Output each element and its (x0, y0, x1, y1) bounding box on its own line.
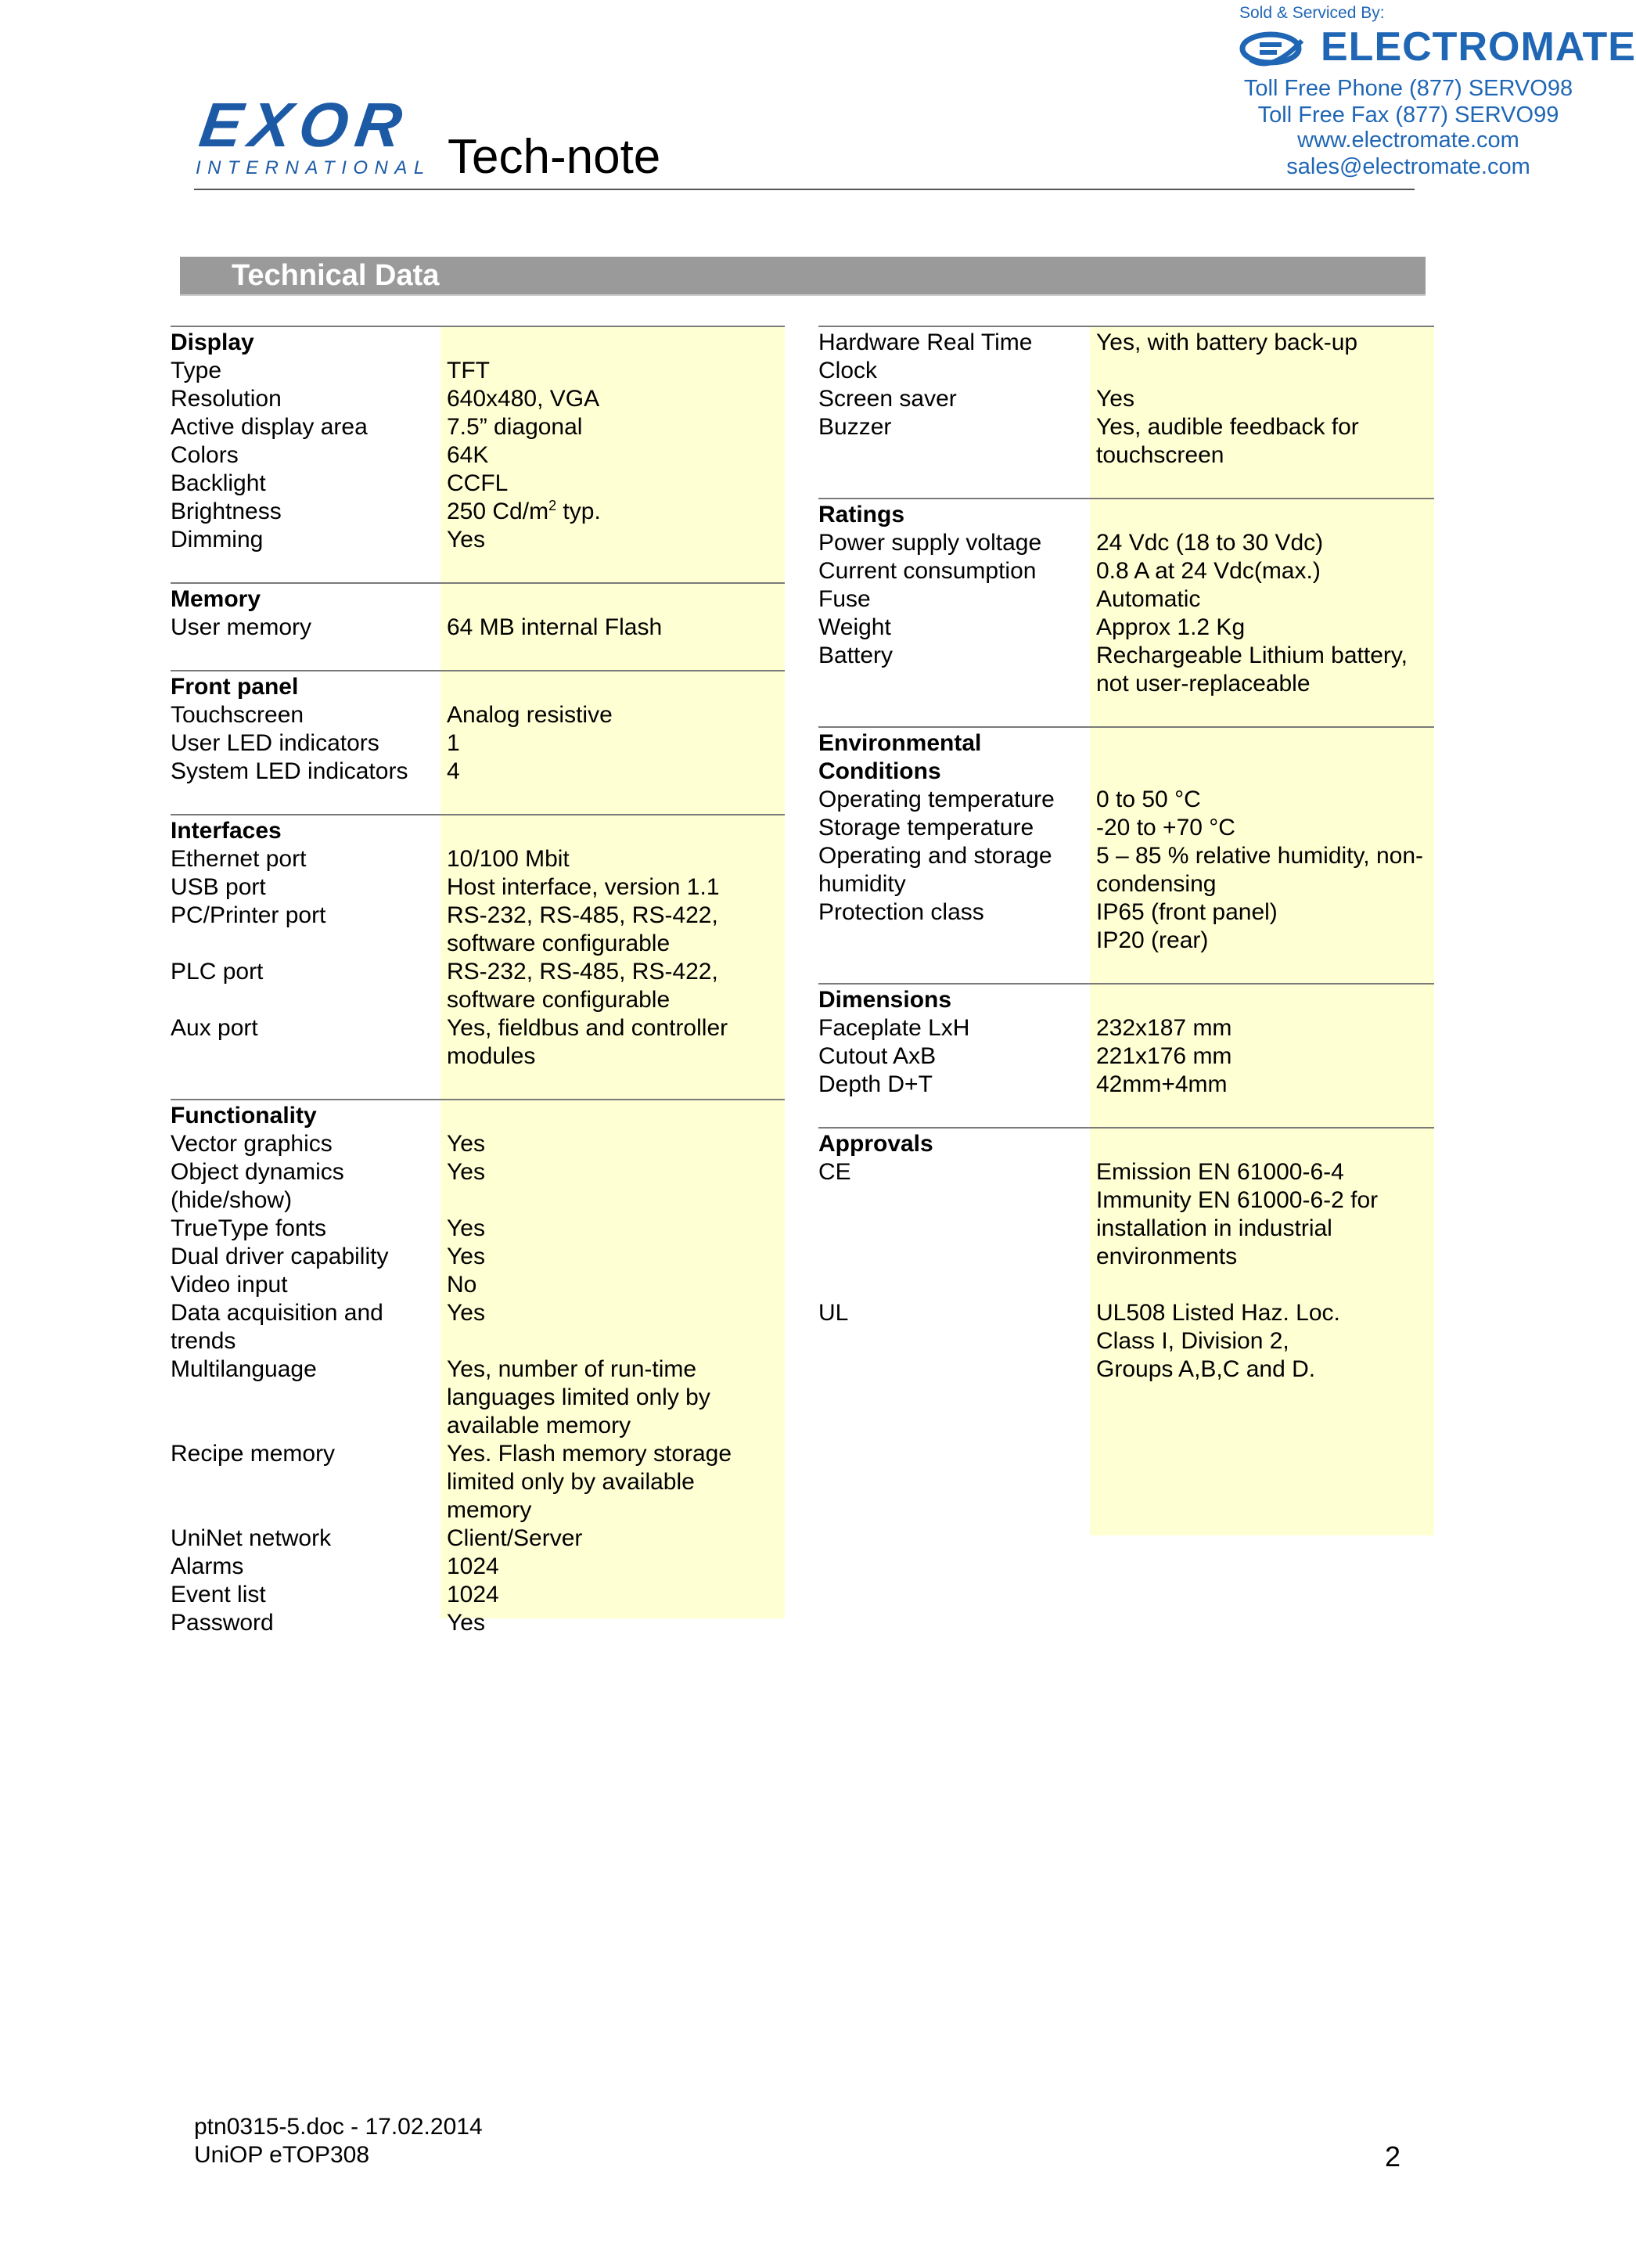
spec-row (171, 1014, 785, 1071)
spec-value: IP65 (front panel) IP20 (rear) (1096, 899, 1278, 953)
spec-label: Operating temperature (818, 787, 1055, 812)
spec-row (171, 1299, 785, 1355)
spec-value: 221x176 mm (1096, 1043, 1232, 1069)
spec-value: Yes, with battery back-up (1096, 329, 1358, 355)
spec-value: 1024 (447, 1553, 499, 1579)
spec-row (171, 1355, 785, 1440)
sold-by-label: Sold & Serviced By: (1239, 4, 1385, 22)
superscript: 2 (548, 498, 557, 513)
spec-label: Type (171, 358, 222, 383)
spec-label: Video input (171, 1272, 288, 1298)
spec-value-text: 250 Cd/m (447, 499, 549, 524)
spec-value: Emission EN 61000-6-4 Immunity EN 61000-6-2 for installation in industrial environments (1096, 1159, 1379, 1269)
spec-row (171, 441, 785, 470)
spec-value: Yes, audible feedback for touchscreen (1096, 414, 1359, 468)
spec-value: Yes (447, 527, 485, 553)
spec-value: 1024 (447, 1582, 499, 1607)
spec-row (818, 1014, 1434, 1042)
header-divider (194, 189, 1415, 190)
spec-value: Approx 1.2 Kg (1096, 614, 1246, 640)
spec-value (440, 498, 785, 526)
spec-value: Analog resistive (447, 702, 613, 728)
spec-table-left (171, 326, 785, 1637)
spec-label: PC/Printer port (171, 902, 326, 928)
spec-group-front-panel (171, 670, 785, 786)
seller-email-link[interactable]: sales@electromate.com (1286, 154, 1530, 179)
spec-row (818, 898, 1434, 955)
spec-label: Active display area (171, 414, 368, 440)
spec-label: Recipe memory (171, 1441, 336, 1467)
spec-row (818, 1158, 1434, 1271)
spec-label: Power supply voltage (818, 530, 1042, 556)
spec-value: CCFL (447, 470, 509, 496)
spec-value: Yes (1096, 386, 1134, 412)
seller-fax: Toll Free Fax (877) SERVO99 (1257, 103, 1559, 128)
spec-label: Protection class (818, 899, 984, 925)
spec-row (818, 385, 1434, 413)
logo-text: EXOR (195, 90, 415, 160)
spec-label: Battery (818, 643, 894, 668)
spec-value: 24 Vdc (18 to 30 Vdc) (1096, 530, 1324, 556)
exor-logo (195, 90, 431, 182)
spec-row (171, 385, 785, 413)
spec-value-suffix: typ. (556, 499, 601, 524)
spec-row (818, 842, 1434, 898)
seller-phone: Toll Free Phone (877) SERVO98 (1243, 76, 1573, 101)
seller-brand: ELECTROMATE (1321, 24, 1636, 70)
spec-label: Vector graphics (171, 1131, 333, 1157)
spec-label: Event list (171, 1582, 266, 1607)
spec-label: TrueType fonts (171, 1215, 326, 1241)
group-title: Memory (171, 586, 261, 612)
spec-group-memory (171, 582, 785, 642)
group-title: Functionality (171, 1103, 317, 1129)
spec-label: Touchscreen (171, 702, 304, 728)
spec-label: PLC port (171, 959, 264, 985)
spec-value: Yes (447, 1215, 485, 1241)
spec-value: RS-232, RS-485, RS-422, software configurable (447, 902, 718, 956)
page-title: Tech-note (448, 130, 661, 184)
spec-value: 10/100 Mbit (447, 846, 570, 872)
spec-row (171, 470, 785, 498)
spec-value: -20 to +70 °C (1096, 815, 1235, 841)
spec-row (171, 413, 785, 441)
group-title: Display (171, 329, 254, 355)
spec-value: Automatic (1096, 586, 1201, 612)
spec-row (171, 845, 785, 873)
spec-row (818, 814, 1434, 842)
spec-group-functionality (171, 1099, 785, 1637)
footer-product: UniOP eTOP308 (194, 2142, 370, 2168)
spec-label: Colors (171, 442, 239, 468)
spec-label: Password (171, 1610, 274, 1636)
spec-value: 42mm+4mm (1096, 1071, 1228, 1097)
spec-label: Alarms (171, 1553, 244, 1579)
spec-value: Yes (447, 1610, 485, 1636)
spec-row (818, 585, 1434, 614)
spec-value: 232x187 mm (1096, 1015, 1232, 1041)
spec-label: Aux port (171, 1015, 258, 1041)
spec-row (171, 1243, 785, 1271)
footer-doc-ref: ptn0315-5.doc - 17.02.2014 (194, 2114, 483, 2140)
footer (194, 2113, 483, 2169)
spec-value: Yes (447, 1159, 485, 1185)
spec-group-dimensions (818, 983, 1434, 1099)
spec-label: Dimming (171, 527, 264, 553)
electromate-logo-icon (1239, 25, 1314, 70)
spec-label: Fuse (818, 586, 871, 612)
spec-label: Screen saver (818, 386, 957, 412)
spec-row (171, 1581, 785, 1609)
spec-label: Cutout AxB (818, 1043, 937, 1069)
spec-value: Yes, number of run-time languages limited only by available memory (447, 1356, 710, 1438)
spec-value: 5 – 85 % relative humidity, non-condensing (1096, 843, 1423, 897)
spec-value: Yes (447, 1300, 485, 1326)
group-title: Front panel (171, 674, 299, 700)
spec-row (171, 498, 785, 526)
spec-row (171, 1130, 785, 1158)
spec-row (171, 1553, 785, 1581)
spec-row (818, 642, 1434, 698)
group-title: Interfaces (171, 818, 282, 844)
spec-row (171, 758, 785, 786)
spec-row (818, 557, 1434, 585)
spec-label: Current consumption (818, 558, 1037, 584)
spec-label: Brightness (171, 499, 282, 524)
spec-value: UL508 Listed Haz. Loc. Class I, Division 2, Groups A,B,C and D. (1096, 1300, 1340, 1382)
spec-row (171, 701, 785, 729)
group-title: Environmental Conditions (818, 730, 982, 784)
spec-value: Yes. Flash memory storage limited only by available memory (447, 1441, 732, 1523)
spec-row (171, 1609, 785, 1637)
spec-row (171, 729, 785, 758)
spec-group-environmental (818, 726, 1434, 955)
spec-value: 64 MB internal Flash (447, 614, 663, 640)
spec-label: Hardware Real Time Clock (818, 329, 1033, 383)
spec-value: Yes (447, 1131, 485, 1157)
spec-value: 1 (447, 730, 460, 756)
spec-group-display (171, 326, 785, 554)
spec-value: Yes, fieldbus and controller modules (447, 1015, 728, 1069)
spec-label: Weight (818, 614, 891, 640)
group-title: Dimensions (818, 987, 952, 1013)
page-number: 2 (1385, 2140, 1401, 2173)
spec-label: User LED indicators (171, 730, 379, 756)
group-title: Ratings (818, 502, 905, 527)
spec-label: Data acquisition and trends (171, 1300, 383, 1354)
spec-label: System LED indicators (171, 758, 408, 784)
spec-label: Multilanguage (171, 1356, 317, 1382)
spec-row (818, 529, 1434, 557)
spec-value: 0.8 A at 24 Vdc(max.) (1096, 558, 1321, 584)
spec-row (818, 786, 1434, 814)
spec-label: Faceplate LxH (818, 1015, 970, 1041)
spec-value: Yes (447, 1244, 485, 1269)
spec-value: Host interface, version 1.1 (447, 874, 720, 900)
spec-row (171, 1440, 785, 1525)
spec-row (818, 1299, 1434, 1384)
spec-label: Storage temperature (818, 815, 1034, 841)
spec-label: USB port (171, 874, 266, 900)
spec-row (171, 1215, 785, 1243)
spec-value: 4 (447, 758, 460, 784)
spec-label: Ethernet port (171, 846, 307, 872)
spec-row (171, 526, 785, 554)
spec-row (818, 614, 1434, 642)
section-title: Technical Data (232, 259, 440, 292)
spec-group-misc (818, 326, 1434, 470)
spec-value: TFT (447, 358, 490, 383)
spec-row (171, 1271, 785, 1299)
spec-label: Resolution (171, 386, 282, 412)
spec-row (818, 1042, 1434, 1071)
spec-value: RS-232, RS-485, RS-422, software configurable (447, 959, 718, 1013)
spec-label: UL (818, 1300, 849, 1326)
spec-group-ratings (818, 498, 1434, 698)
spec-row (171, 1525, 785, 1553)
spec-label: Depth D+T (818, 1071, 933, 1097)
spec-value: No (447, 1272, 477, 1298)
spec-row (171, 958, 785, 1014)
spec-row (818, 327, 1434, 385)
spec-label: Backlight (171, 470, 266, 496)
spec-row (818, 413, 1434, 470)
spec-value: 64K (447, 442, 489, 468)
spec-label: Buzzer (818, 414, 892, 440)
seller-block (1236, 3, 1636, 188)
spec-label: Operating and storage humidity (818, 843, 1052, 897)
spec-row (171, 902, 785, 958)
spec-row (171, 873, 785, 902)
spec-group-interfaces (171, 814, 785, 1071)
spec-label: Object dynamics (hide/show) (171, 1159, 344, 1213)
spec-value: Rechargeable Lithium battery, not user-replaceable (1096, 643, 1408, 697)
spec-value: 0 to 50 °C (1096, 787, 1201, 812)
spec-row (171, 1158, 785, 1215)
spec-value: 640x480, VGA (447, 386, 600, 412)
section-header-bar (180, 257, 1426, 296)
spec-label: UniNet network (171, 1525, 332, 1551)
spec-row (171, 357, 785, 385)
spec-row (171, 614, 785, 642)
spec-row (818, 1071, 1434, 1099)
spec-value: 7.5” diagonal (447, 414, 583, 440)
spec-label: Dual driver capability (171, 1244, 389, 1269)
group-title: Approvals (818, 1131, 933, 1157)
spec-group-approvals (818, 1127, 1434, 1384)
spec-label: User memory (171, 614, 312, 640)
seller-website-link[interactable]: www.electromate.com (1297, 128, 1519, 153)
spec-label: CE (818, 1159, 851, 1185)
spec-value: Client/Server (447, 1525, 583, 1551)
logo-subtitle: INTERNATIONAL (196, 157, 431, 178)
spec-table-right (818, 326, 1434, 1384)
